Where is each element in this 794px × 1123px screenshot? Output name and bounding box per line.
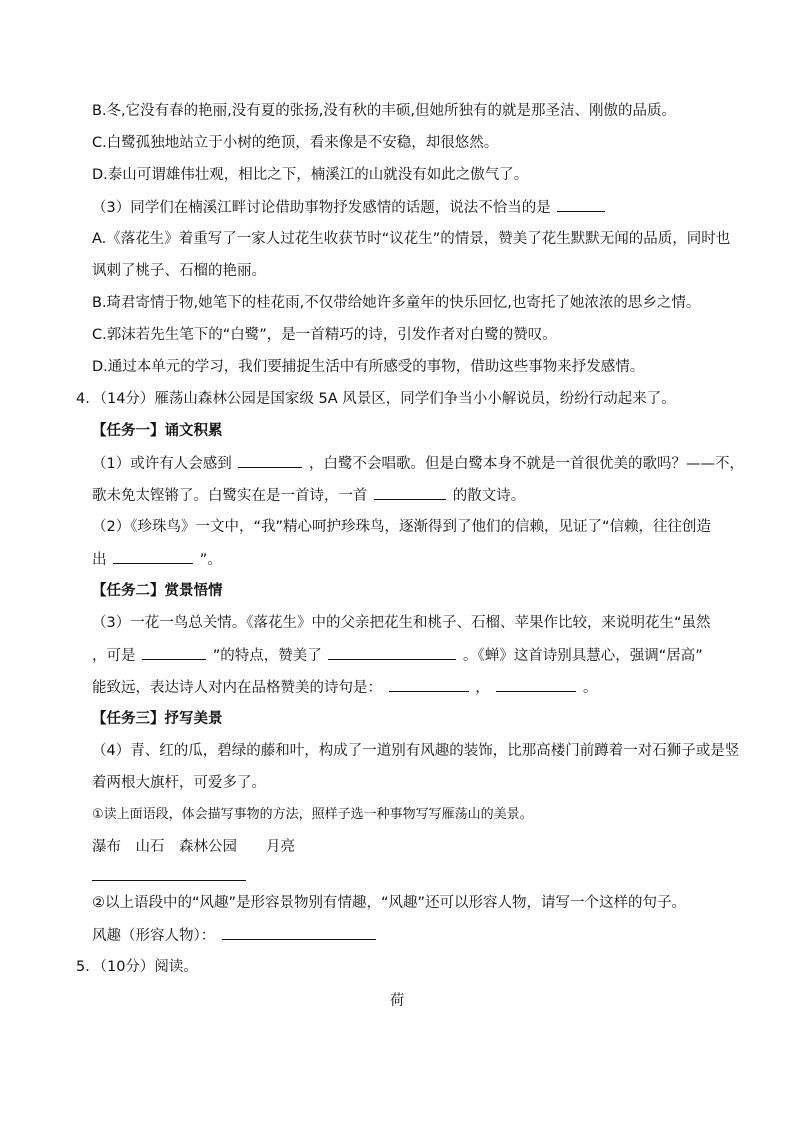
t4-line-4: 瀑布 山石 森林公园 月亮 — [92, 839, 295, 855]
blank-t3-3[interactable] — [389, 677, 469, 692]
t3b-mid: ”的特点，赞美了 — [212, 648, 322, 664]
task-1-heading — [92, 421, 223, 441]
t1b-pre: 歌未免太铿锵了。白鹭实在是一首诗，一首 — [92, 488, 368, 504]
question-5-heading: 5．（10分）阅读。 — [76, 959, 198, 975]
task-2-label: 【任务二】赏景悟情 — [92, 583, 223, 599]
t4-line-1: （4）青、红的瓜，碧绿的藤和叶，构成了一道别有风趣的装饰，比那高楼门前蹲着一对石狮子或是竖 — [92, 743, 740, 759]
t1a-pre: （1）或许有人会感到 — [92, 456, 232, 472]
t3c-pre: 能致远，表达诗人对内在品格赞美的诗句是： — [92, 680, 382, 696]
blank-t1-1[interactable] — [238, 453, 302, 468]
t3c-post: 。 — [582, 680, 598, 696]
option-d-line: D.泰山可谓雄伟壮观，相比之下，楠溪江的山就没有如此之傲气了。 — [92, 167, 529, 183]
t2-line-2 — [92, 549, 222, 570]
t2-line-1: （2）《珍珠鸟》一文中，“我”精心呵护珍珠鸟，逐渐得到了他们的信赖，见证了“信赖，往往创造 — [92, 519, 712, 535]
t3c-mid: ， — [475, 680, 490, 696]
t4-line-5: ②以上语段中的“风趣”是形容景物别有情趣，“风趣”还可以形容人物，请写一个这样的句子。 — [92, 895, 687, 911]
t3b-pre: ，可是 — [92, 648, 136, 664]
t1-line-2 — [92, 485, 525, 506]
task-3-heading — [92, 709, 223, 729]
blank-t2[interactable] — [113, 549, 193, 564]
answer-blank[interactable] — [557, 197, 605, 212]
option-d2-line: D.通过本单元的学习，我们要捕捉生活中有所感受的事物，借助这些事物来抒发感情。 — [92, 359, 645, 375]
t3-line-3 — [92, 677, 597, 698]
t1a-post: ，白鹭不会唱歌。但是白鹭本身不就是一首很优美的歌吗？——不， — [308, 456, 744, 472]
option-a-line-2: 讽刺了桃子、石榴的艳丽。 — [92, 263, 266, 279]
t4-line-6 — [92, 925, 378, 946]
t2b-pre: 出 — [92, 552, 107, 568]
question-4-heading: 4．（14分）雁荡山森林公园是国家级 5A 风景区，同学们争当小小解说员，纷纷行动起来了。 — [76, 391, 676, 407]
blank-t3-2[interactable] — [328, 645, 456, 660]
passage-title: 荷 — [389, 993, 405, 1009]
blank-t3-4[interactable] — [496, 677, 576, 692]
question-3-text: （3）同学们在楠溪江畔讨论借助事物抒发感情的话题，说法不恰当的是 — [92, 200, 551, 216]
t2b-post: ”。 — [199, 552, 222, 568]
option-b2-line: B.琦君寄情于物,她笔下的桂花雨,不仅带给她许多童年的快乐回忆,也寄托了她浓浓的思乡之情。 — [92, 295, 701, 311]
t4-line-3: ①读上面语段，体会描写事物的方法，照样子选一种事物写写雁荡山的美景。 — [92, 807, 533, 822]
t3-line-1: （3）一花一鸟总关情。《落花生》中的父亲把花生和桃子、石榴、苹果作比较，来说明花生“虽然 — [92, 615, 711, 631]
blank-t3-1[interactable] — [142, 645, 206, 660]
option-a-line: A.《落花生》着重写了一家人过花生收获节时“议花生”的情景，赞美了花生默默无闻的品质，同时也 — [92, 231, 731, 247]
blank-t1-2[interactable] — [374, 485, 446, 500]
option-c-line: C.白鹭孤独地站立于小树的绝顶，看来像是不安稳，却很悠然。 — [92, 135, 499, 151]
option-b-line: B.冬,它没有春的艳丽,没有夏的张扬,没有秋的丰硕,但她所独有的就是那圣洁、刚傲的品质。 — [92, 103, 676, 119]
task-3-label: 【任务三】抒写美景 — [92, 711, 223, 727]
t3b-post: 。《蝉》这首诗别具慧心，强调“居高” — [462, 648, 703, 664]
t4f-label: 风趣（形容人物）： — [92, 928, 216, 944]
option-c2-line: C.郭沫若先生笔下的“白鹭”，是一首精巧的诗，引发作者对白鹭的赞叹。 — [92, 327, 557, 343]
t4-line-2: 着两根大旗杆，可爱多了。 — [92, 775, 266, 791]
t1b-post: 的散文诗。 — [452, 488, 526, 504]
task-1-label: 【任务一】诵文积累 — [92, 423, 223, 439]
answer-line-1[interactable] — [92, 880, 246, 881]
question-3-line — [92, 197, 607, 218]
answer-line-2[interactable] — [222, 925, 376, 940]
t1-line-1 — [92, 453, 744, 474]
task-2-heading — [92, 581, 223, 601]
t3-line-2 — [92, 645, 703, 666]
